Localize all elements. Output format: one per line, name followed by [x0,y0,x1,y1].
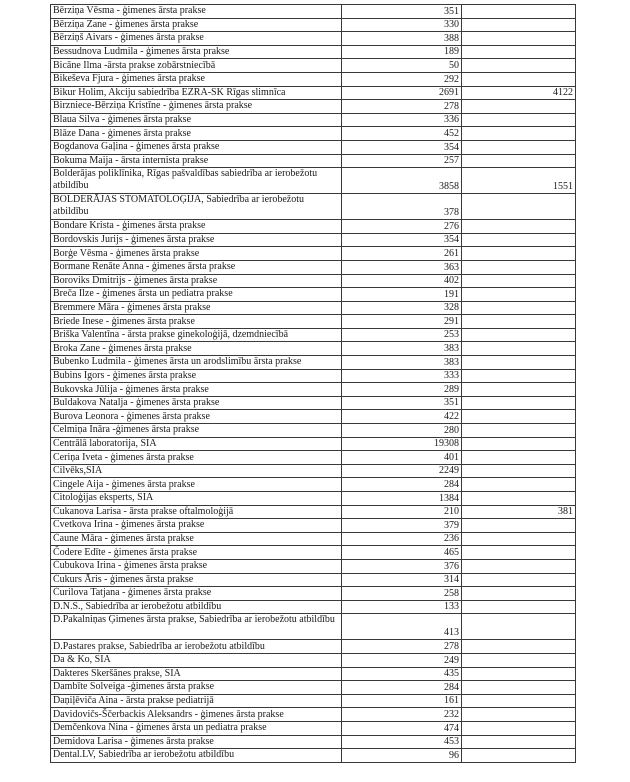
value-1-cell: 292 [342,72,462,86]
value-1-cell: 278 [342,640,462,654]
value-2-cell [462,735,576,749]
provider-name-cell: Čodere Edīte - ģimenes ārsta prakse [51,546,342,560]
value-2-cell [462,492,576,506]
table-row [51,356,576,370]
provider-name-cell: Bessudnova Ludmila - ģimenes ārsta prakse [51,45,342,59]
value-1-cell: 402 [342,274,462,288]
provider-name-cell: Bormane Renāte Anna - ģimenes ārsta prakse [51,260,342,274]
table-row [51,247,576,261]
value-2-cell [462,45,576,59]
value-2-cell: 1551 [462,168,576,194]
value-2-cell [462,100,576,114]
value-1-cell: 280 [342,424,462,438]
provider-name-cell: Bubenko Ludmila - ģimenes ārsta un arodslimību ārsta prakse [51,356,342,370]
provider-name-cell: Bokuma Maija - ārsta internista prakse [51,154,342,168]
value-2-cell: 381 [462,505,576,519]
value-1-cell: 465 [342,546,462,560]
provider-name-cell: Bikur Holim, Akciju sabiedrība EZRA-SK Rīgas slimnīca [51,86,342,100]
table-row [51,59,576,73]
value-2-cell [462,356,576,370]
table-row [51,5,576,19]
value-1-cell: 354 [342,233,462,247]
provider-name-cell: Bērziņa Vēsma - ģimenes ārsta prakse [51,5,342,19]
value-2-cell: 4122 [462,86,576,100]
provider-table-body [51,5,576,763]
provider-name-cell: Cukanova Larisa - ārsta prakse oftalmoloģijā [51,505,342,519]
value-2-cell [462,72,576,86]
value-1-cell: 291 [342,315,462,329]
table-row [51,72,576,86]
table-row [51,451,576,465]
value-2-cell [462,32,576,46]
provider-name-cell: Cilvēks,SIA [51,464,342,478]
provider-name-cell: Dental.LV, Sabiedrība ar ierobežotu atbildību [51,749,342,763]
value-2-cell [462,532,576,546]
provider-name-cell: Celmiņa Ināra -ģimenes ārsta prakse [51,424,342,438]
value-1-cell: 278 [342,100,462,114]
table-row [51,437,576,451]
provider-name-cell: Bubins Igors - ģimenes ārsta prakse [51,369,342,383]
value-1-cell: 452 [342,127,462,141]
value-1-cell: 133 [342,600,462,614]
table-row [51,113,576,127]
table-row [51,640,576,654]
value-1-cell: 2249 [342,464,462,478]
value-2-cell [462,559,576,573]
value-1-cell: 314 [342,573,462,587]
value-2-cell [462,383,576,397]
table-row [51,154,576,168]
value-2-cell [462,127,576,141]
provider-name-cell: Broka Zane - ģimenes ārsta prakse [51,342,342,356]
value-1-cell: 191 [342,288,462,302]
provider-name-cell: Citoloģijas eksperts, SIA [51,492,342,506]
table-row [51,45,576,59]
value-2-cell [462,233,576,247]
value-1-cell: 383 [342,342,462,356]
table-row [51,194,576,220]
value-2-cell [462,274,576,288]
table-row [51,301,576,315]
value-2-cell [462,451,576,465]
provider-name-cell: Demidova Larisa - ģimenes ārsta prakse [51,735,342,749]
value-1-cell: 258 [342,587,462,601]
value-2-cell [462,681,576,695]
value-2-cell [462,546,576,560]
table-row [51,410,576,424]
provider-name-cell: Bondare Krista - ģimenes ārsta prakse [51,220,342,234]
provider-name-cell: Dambīte Solveiga -ģimenes ārsta prakse [51,681,342,695]
value-1-cell: 284 [342,478,462,492]
value-2-cell [462,396,576,410]
value-1-cell: 328 [342,301,462,315]
table-row [51,505,576,519]
provider-name-cell: D.N.S., Sabiedrība ar ierobežotu atbildību [51,600,342,614]
table-row [51,18,576,32]
value-1-cell: 435 [342,667,462,681]
value-1-cell: 210 [342,505,462,519]
provider-name-cell: Čubukova Irina - ģimenes ārsta prakse [51,559,342,573]
value-1-cell: 351 [342,5,462,19]
value-1-cell: 354 [342,140,462,154]
value-1-cell: 422 [342,410,462,424]
value-1-cell: 401 [342,451,462,465]
provider-name-cell: Demčenkova Nina - ģimenes ārsta un pediatra prakse [51,721,342,735]
value-2-cell [462,410,576,424]
provider-name-cell: Birzniece-Bērziņa Kristīne - ģimenes ārsta prakse [51,100,342,114]
table-row [51,749,576,763]
provider-name-cell: Briška Valentīna - ārsta prakse ginekoloģijā, dzemdniecībā [51,328,342,342]
value-2-cell [462,721,576,735]
table-row [51,708,576,722]
value-1-cell: 276 [342,220,462,234]
provider-name-cell: Daņiļēviča Aina - ārsta prakse pediatrijā [51,694,342,708]
value-2-cell [462,5,576,19]
value-1-cell: 330 [342,18,462,32]
value-1-cell: 249 [342,653,462,667]
value-2-cell [462,653,576,667]
value-2-cell [462,519,576,533]
provider-name-cell: Briede Inese - ģimenes ārsta prakse [51,315,342,329]
value-2-cell [462,194,576,220]
table-row [51,653,576,667]
table-row [51,735,576,749]
provider-name-cell: BOLDERĀJAS STOMATOLOĢIJA, Sabiedrība ar ierobežotu atbildību [51,194,342,220]
provider-table [50,4,576,763]
value-1-cell: 383 [342,356,462,370]
value-1-cell: 351 [342,396,462,410]
value-1-cell: 289 [342,383,462,397]
provider-name-cell: Blāze Dana - ģimenes ārsta prakse [51,127,342,141]
provider-name-cell: Bērziņš Aivars - ģimenes ārsta prakse [51,32,342,46]
value-1-cell: 474 [342,721,462,735]
provider-name-cell: Davidovičs-Ščerbackis Aleksandrs - ģimenes ārsta prakse [51,708,342,722]
provider-name-cell: Čurilova Tatjana - ģimenes ārsta prakse [51,587,342,601]
provider-name-cell: Ceriņa Iveta - ģimenes ārsta prakse [51,451,342,465]
value-2-cell [462,342,576,356]
value-2-cell [462,18,576,32]
table-row [51,546,576,560]
table-row [51,721,576,735]
provider-name-cell: Da & Ko, SIA [51,653,342,667]
table-row [51,424,576,438]
provider-name-cell: Bolderājas poliklīnika, Rīgas pašvaldības sabiedrība ar ierobežotu atbildību [51,168,342,194]
value-2-cell [462,301,576,315]
value-1-cell: 189 [342,45,462,59]
value-2-cell [462,708,576,722]
provider-name-cell: Bukovska Jūlija - ģimenes ārsta prakse [51,383,342,397]
table-row [51,140,576,154]
value-2-cell [462,328,576,342]
value-1-cell: 378 [342,194,462,220]
value-2-cell [462,140,576,154]
provider-name-cell: Bogdanova Gaļina - ģimenes ārsta prakse [51,140,342,154]
provider-name-cell: Burova Leonora - ģimenes ārsta prakse [51,410,342,424]
provider-name-cell: Cingele Aija - ģimenes ārsta prakse [51,478,342,492]
value-2-cell [462,288,576,302]
table-row [51,383,576,397]
value-2-cell [462,113,576,127]
table-row [51,342,576,356]
provider-name-cell: Breča Ilze - ģimenes ārsta un pediatra prakse [51,288,342,302]
value-2-cell [462,600,576,614]
provider-name-cell: Bikeševa Fjura - ģimenes ārsta prakse [51,72,342,86]
provider-name-cell: Blaua Silva - ģimenes ārsta prakse [51,113,342,127]
value-2-cell [462,437,576,451]
value-1-cell: 284 [342,681,462,695]
value-1-cell: 1384 [342,492,462,506]
table-row [51,369,576,383]
table-row [51,600,576,614]
value-2-cell [462,478,576,492]
value-2-cell [462,220,576,234]
provider-name-cell: Dakteres Skeršānes prakse, SIA [51,667,342,681]
provider-name-cell: D.Pakalniņas Ģimenes ārsta prakse, Sabiedrība ar ierobežotu atbildību [51,614,342,640]
provider-name-cell: Buldakova Natalja - ģimenes ārsta prakse [51,396,342,410]
value-2-cell [462,667,576,681]
table-row [51,220,576,234]
table-row [51,32,576,46]
table-row [51,168,576,194]
value-1-cell: 336 [342,113,462,127]
value-1-cell: 3858 [342,168,462,194]
table-row [51,587,576,601]
table-row [51,100,576,114]
provider-name-cell: Borģe Vēsma - ģimenes ārsta prakse [51,247,342,261]
value-2-cell [462,640,576,654]
value-2-cell [462,260,576,274]
value-1-cell: 50 [342,59,462,73]
table-row [51,573,576,587]
value-1-cell: 379 [342,519,462,533]
provider-name-cell: Bremmere Māra - ģimenes ārsta prakse [51,301,342,315]
value-2-cell [462,464,576,478]
value-2-cell [462,315,576,329]
value-2-cell [462,247,576,261]
value-1-cell: 261 [342,247,462,261]
value-2-cell [462,424,576,438]
table-row [51,464,576,478]
table-row [51,614,576,640]
value-1-cell: 161 [342,694,462,708]
provider-name-cell: Centrālā laboratorija, SIA [51,437,342,451]
value-1-cell: 363 [342,260,462,274]
value-1-cell: 236 [342,532,462,546]
value-2-cell [462,573,576,587]
value-2-cell [462,587,576,601]
table-row [51,260,576,274]
provider-name-cell: Cvetkova Irina - ģimenes ārsta prakse [51,519,342,533]
table-row [51,328,576,342]
provider-name-cell: D.Pastares prakse, Sabiedrība ar ierobežotu atbildību [51,640,342,654]
table-row [51,127,576,141]
value-1-cell: 2691 [342,86,462,100]
table-row [51,681,576,695]
provider-name-cell: Čaune Māra - ģimenes ārsta prakse [51,532,342,546]
value-1-cell: 19308 [342,437,462,451]
table-row [51,519,576,533]
table-row [51,559,576,573]
value-2-cell [462,749,576,763]
table-row [51,667,576,681]
value-2-cell [462,614,576,640]
value-1-cell: 232 [342,708,462,722]
table-row [51,478,576,492]
table-row [51,532,576,546]
value-2-cell [462,694,576,708]
provider-name-cell: Boroviks Dmitrijs - ģimenes ārsta prakse [51,274,342,288]
value-1-cell: 413 [342,614,462,640]
table-row [51,233,576,247]
table-row [51,288,576,302]
table-row [51,694,576,708]
table-row [51,315,576,329]
table-row [51,274,576,288]
value-1-cell: 453 [342,735,462,749]
value-2-cell [462,59,576,73]
value-1-cell: 96 [342,749,462,763]
provider-name-cell: Bērziņa Zane - ģimenes ārsta prakse [51,18,342,32]
value-1-cell: 257 [342,154,462,168]
value-2-cell [462,154,576,168]
table-row [51,396,576,410]
value-2-cell [462,369,576,383]
value-1-cell: 253 [342,328,462,342]
value-1-cell: 388 [342,32,462,46]
provider-name-cell: Bordovskis Jurijs - ģimenes ārsta prakse [51,233,342,247]
value-1-cell: 376 [342,559,462,573]
table-row [51,492,576,506]
value-1-cell: 333 [342,369,462,383]
table-row [51,86,576,100]
provider-name-cell: Bicāne Ilma -ārsta prakse zobārstniecībā [51,59,342,73]
provider-name-cell: Čukurs Āris - ģimenes ārsta prakse [51,573,342,587]
